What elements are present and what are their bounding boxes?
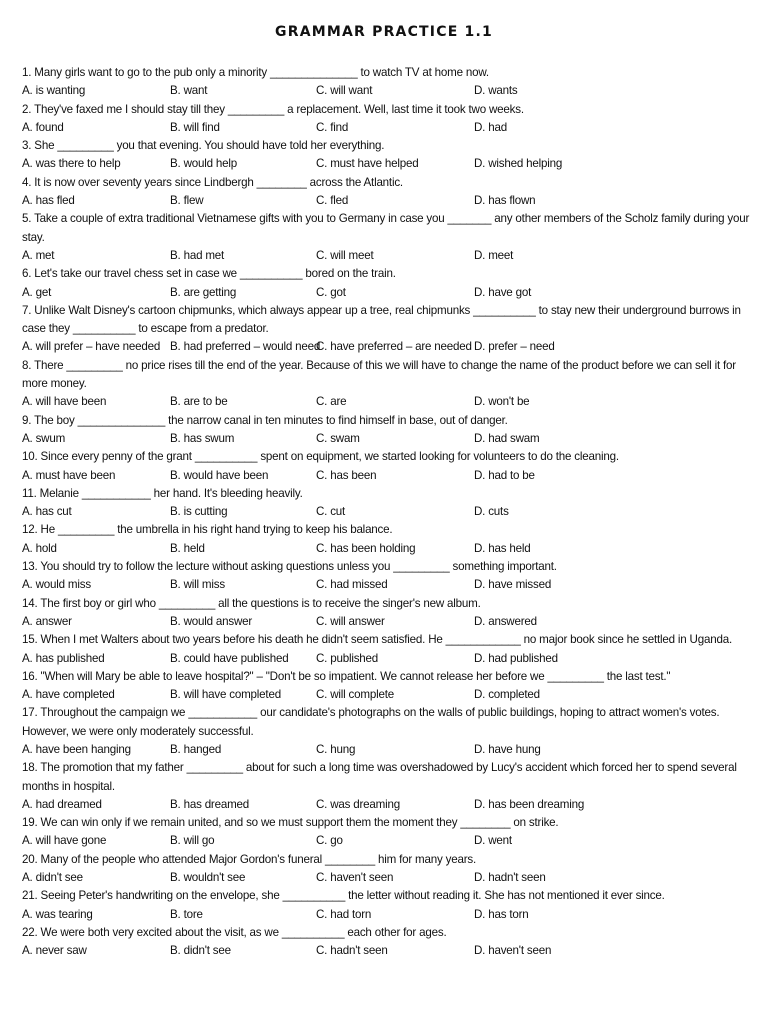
answer-options (22, 540, 750, 558)
answer-option-c: C. must have helped (316, 157, 419, 171)
answer-option-b: B. will have completed (170, 688, 281, 702)
answer-options (22, 82, 750, 100)
answer-option-d: D. have hung (474, 742, 541, 756)
answer-option-d: D. had to be (474, 468, 535, 482)
answer-option-d: D. went (474, 834, 512, 848)
answer-options (22, 247, 750, 265)
question-text: 19. We can win only if we remain united, and so we must support them the moment they ________ on strike. (22, 816, 559, 830)
answer-option-b: B. will go (170, 834, 215, 848)
answer-options (22, 650, 750, 668)
question-text: 15. When I met Walters about two years before his death he didn't seem satisfied. He ____________ no major book since he settled in Uganda. (22, 633, 732, 647)
question-text: 1. Many girls want to go to the pub only a minority ______________ to watch TV at home now. (22, 66, 489, 79)
answer-option-a: A. met (22, 248, 55, 262)
answer-option-a: A. has published (22, 651, 105, 665)
answer-option-d: D. wants (474, 84, 518, 98)
question-text: 10. Since every penny of the grant __________ spent on equipment, we started looking for volunteers to do the cleaning. (22, 450, 619, 464)
answer-option-a: A. will have been (22, 395, 107, 409)
question-item (22, 595, 750, 632)
answer-options (22, 741, 750, 759)
question-item (22, 448, 750, 485)
answer-option-d: D. prefer – need (474, 340, 555, 354)
answer-option-c: C. will complete (316, 688, 394, 702)
answer-option-c: C. find (316, 120, 349, 134)
answer-option-b: B. has dreamed (170, 797, 250, 811)
question-item (22, 265, 750, 302)
answer-options (22, 832, 750, 850)
answer-option-d: D. have missed (474, 578, 552, 592)
answer-option-d: D. haven't seen (474, 944, 552, 958)
answer-options (22, 869, 750, 887)
answer-option-b: B. are to be (170, 395, 228, 409)
answer-option-d: D. has torn (474, 907, 529, 921)
question-text: 5. Take a couple of extra traditional Vietnamese gifts with you to Germany in case you _______ any other members of the Scholz family during your stay. (22, 212, 750, 244)
answer-option-a: A. has fled (22, 194, 75, 208)
question-text: 16. "When will Mary be able to leave hospital?" – "Don't be so impatient. We cannot release her before we _________ the last test." (22, 669, 671, 683)
answer-options (22, 613, 750, 631)
answer-option-c: C. haven't seen (316, 871, 394, 885)
answer-option-a: A. hold (22, 541, 57, 555)
question-item (22, 668, 750, 705)
answer-option-c: C. had missed (316, 578, 388, 592)
answer-options (22, 906, 750, 924)
answer-options (22, 192, 750, 210)
question-item (22, 357, 750, 412)
answer-option-d: D. have got (474, 285, 532, 299)
question-text: 3. She _________ you that evening. You should have told her everything. (22, 139, 385, 153)
question-item (22, 558, 750, 595)
answer-option-a: A. answer (22, 614, 72, 628)
answer-option-c: C. will want (316, 84, 373, 98)
answer-option-c: C. swam (316, 431, 360, 445)
answer-option-b: B. flew (170, 194, 204, 208)
answer-options (22, 503, 750, 521)
question-text: 7. Unlike Walt Disney's cartoon chipmunks, which always appear up a tree, real chipmunks __________ to stay new their underground burrows in case they __________ to escape from a predator. (22, 303, 741, 336)
answer-option-b: B. is cutting (170, 505, 228, 519)
answer-options (22, 119, 750, 137)
answer-option-b: B. would have been (170, 468, 269, 482)
question-text: 18. The promotion that my father _________ about for such a long time was overshadowed by Lucy's accident which forced her to spend several months in hospital. (22, 761, 737, 793)
question-item (22, 101, 750, 138)
answer-option-c: C. will meet (316, 248, 374, 262)
answer-option-a: A. is wanting (22, 84, 86, 98)
answer-option-b: B. will miss (170, 578, 225, 592)
question-item (22, 210, 750, 265)
answer-option-c: C. cut (316, 505, 346, 519)
question-text: 14. The first boy or girl who _________ all the questions is to receive the singer's new album. (22, 596, 481, 610)
answer-options (22, 338, 750, 356)
question-text: 9. The boy ______________ the narrow canal in ten minutes to find himself in base, out of danger. (22, 413, 508, 427)
answer-option-c: C. has been (316, 468, 377, 482)
answer-option-b: B. held (170, 541, 205, 555)
question-text: 13. You should try to follow the lecture without asking questions unless you _________ something important. (22, 560, 557, 574)
question-item (22, 174, 750, 211)
answer-option-c: C. hung (316, 742, 356, 756)
answer-option-b: B. will find (170, 120, 220, 134)
question-item (22, 924, 750, 961)
answer-option-a: A. never saw (22, 944, 87, 958)
question-item (22, 412, 750, 449)
answer-option-b: B. are getting (170, 285, 237, 299)
answer-option-c: C. are (316, 395, 347, 409)
answer-option-c: C. published (316, 651, 379, 665)
answer-options (22, 393, 750, 411)
worksheet-title: GRAMMAR PRACTICE 1.1 (275, 24, 493, 40)
question-text: 20. Many of the people who attended Major Gordon's funeral ________ him for many years. (22, 852, 476, 866)
answer-option-b: B. didn't see (170, 944, 231, 958)
answer-option-c: C. will answer (316, 614, 385, 628)
answer-option-b: B. could have published (170, 651, 289, 665)
answer-option-b: B. hanged (170, 742, 222, 756)
question-text: 21. Seeing Peter's handwriting on the envelope, she __________ the letter without reading it. She has not mentioned it ever since. (22, 889, 665, 903)
answer-options (22, 942, 750, 960)
answer-option-d: D. had swam (474, 431, 540, 445)
question-text: 2. They've faxed me I should stay till they _________ a replacement. Well, last time it took two weeks. (22, 102, 524, 116)
answer-option-b: B. tore (170, 907, 203, 921)
answer-option-d: D. wished helping (474, 157, 563, 171)
answer-option-d: D. has been dreaming (474, 797, 585, 811)
question-item (22, 851, 750, 888)
question-list (22, 64, 750, 961)
answer-option-d: D. had published (474, 651, 558, 665)
answer-option-a: A. get (22, 285, 52, 299)
answer-options (22, 284, 750, 302)
answer-option-c: C. hadn't seen (316, 944, 388, 958)
answer-options (22, 155, 750, 173)
answer-option-c: C. got (316, 285, 346, 299)
answer-option-b: B. would answer (170, 614, 253, 628)
answer-option-a: A. was tearing (22, 907, 93, 921)
answer-option-a: A. had dreamed (22, 797, 102, 811)
question-text: 12. He _________ the umbrella in his right hand trying to keep his balance. (22, 523, 393, 537)
question-item (22, 631, 750, 668)
answer-option-c: C. had torn (316, 907, 372, 921)
answer-option-a: A. swum (22, 431, 66, 445)
question-text: 11. Melanie ___________ her hand. It's bleeding heavily. (22, 486, 303, 500)
answer-option-a: A. found (22, 120, 64, 134)
answer-option-c: C. have preferred – are needed (316, 340, 472, 354)
answer-option-d: D. answered (474, 614, 537, 628)
question-item (22, 759, 750, 814)
question-text: 4. It is now over seventy years since Lindbergh ________ across the Atlantic. (22, 175, 403, 189)
question-item (22, 704, 750, 759)
answer-option-a: A. will prefer – have needed (22, 340, 161, 354)
answer-option-b: B. want (170, 84, 208, 98)
answer-options (22, 576, 750, 594)
answer-option-a: A. have been hanging (22, 742, 131, 756)
question-item (22, 887, 750, 924)
answer-option-c: C. has been holding (316, 541, 416, 555)
answer-option-b: B. had preferred – would need (170, 340, 321, 354)
answer-option-a: A. must have been (22, 468, 116, 482)
answer-option-a: A. have completed (22, 688, 115, 702)
answer-options (22, 467, 750, 485)
answer-options (22, 796, 750, 814)
question-item (22, 485, 750, 522)
answer-option-b: B. wouldn't see (170, 871, 246, 885)
question-item (22, 64, 750, 101)
question-item (22, 814, 750, 851)
question-item (22, 137, 750, 174)
answer-option-b: B. would help (170, 157, 238, 171)
answer-option-a: A. will have gone (22, 834, 107, 848)
answer-option-b: B. has swum (170, 431, 235, 445)
question-text: 17. Throughout the campaign we ___________ our candidate's photographs on the walls of public buildings, hoping to attract women's votes. However, we were only moderately successful. (22, 706, 720, 738)
question-text: 8. There _________ no price rises till the end of the year. Because of this we will have to change the name of the product before we can sell it for more money. (22, 358, 736, 391)
answer-option-d: D. cuts (474, 505, 509, 519)
answer-option-b: B. had met (170, 248, 225, 262)
question-text: 22. We were both very excited about the visit, as we __________ each other for ages. (22, 925, 447, 939)
answer-option-d: D. had (474, 120, 507, 134)
answer-options (22, 430, 750, 448)
answer-option-c: C. fled (316, 194, 349, 208)
answer-option-d: D. meet (474, 248, 514, 262)
answer-option-d: D. won't be (474, 395, 530, 409)
answer-option-a: A. didn't see (22, 871, 83, 885)
answer-option-a: A. was there to help (22, 157, 121, 171)
answer-option-c: C. was dreaming (316, 797, 400, 811)
answer-option-a: A. would miss (22, 578, 91, 592)
answer-option-d: D. completed (474, 688, 540, 702)
answer-option-a: A. has cut (22, 505, 72, 519)
answer-option-d: D. has flown (474, 194, 536, 208)
answer-option-c: C. go (316, 834, 343, 848)
answer-option-d: D. hadn't seen (474, 871, 546, 885)
question-item (22, 521, 750, 558)
answer-options (22, 686, 750, 704)
answer-option-d: D. has held (474, 541, 531, 555)
question-text: 6. Let's take our travel chess set in case we __________ bored on the train. (22, 267, 396, 281)
question-item (22, 302, 750, 357)
